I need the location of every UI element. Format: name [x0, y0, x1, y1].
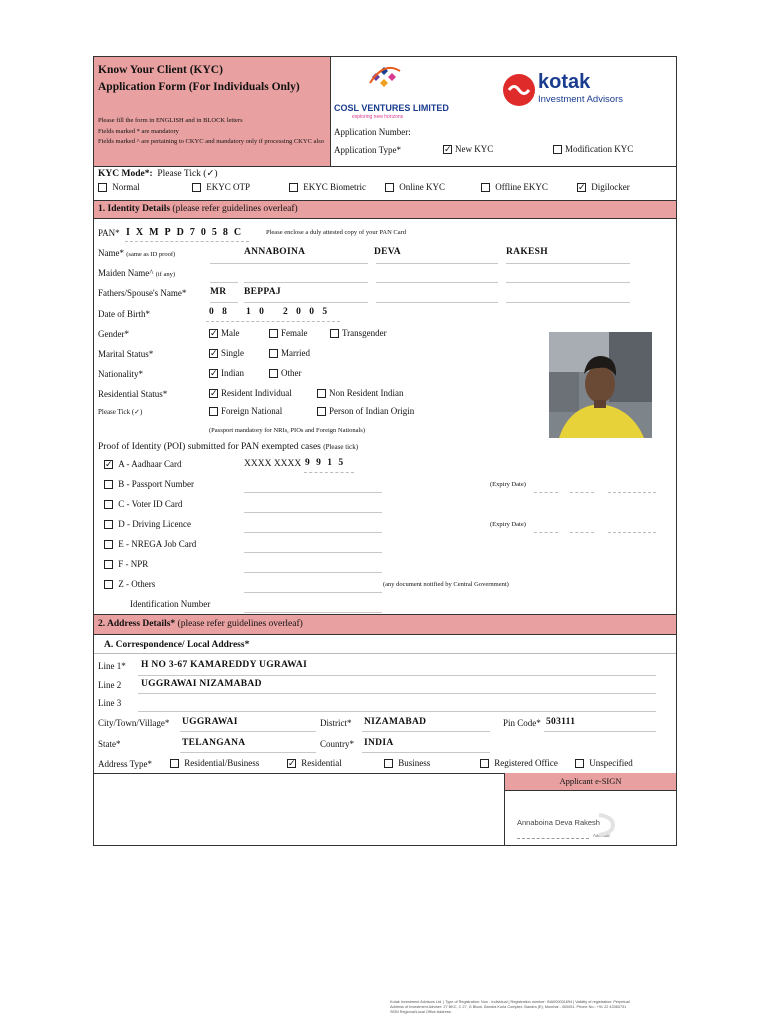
maiden-underline: [210, 282, 238, 283]
cosl-emblem-icon: [364, 63, 404, 93]
line1-value[interactable]: H NO 3-67 KAMAREDDY UGRAWAI: [141, 660, 308, 670]
kyc-mode-option-label: EKYC OTP: [206, 182, 251, 192]
marital-status-label: Marital Status*: [98, 349, 154, 359]
kotak-name: kotak: [538, 71, 591, 93]
nrega-line: [244, 552, 382, 553]
state-underline: [180, 752, 316, 753]
passport-expiry-label: (Expiry Date): [490, 481, 526, 488]
poi-checkbox[interactable]: [104, 500, 113, 509]
marital-married-option[interactable]: [269, 348, 310, 358]
middle-name-underline: [376, 263, 498, 264]
residential-option-label: Foreign National: [221, 406, 283, 416]
pin-code-value[interactable]: 503111: [546, 717, 576, 727]
resident-individual-option[interactable]: [209, 388, 292, 398]
kyc-mode-checkbox[interactable]: ✓: [578, 182, 586, 193]
maiden-underline: [244, 282, 368, 283]
address-type-checkbox[interactable]: [170, 759, 179, 768]
residential-option-label: Non Resident Indian: [329, 388, 404, 398]
father-underline: [210, 302, 238, 303]
nationality-other-option[interactable]: [269, 368, 302, 378]
kyc-mode-option-ekyc-biometric[interactable]: [289, 182, 366, 192]
modification-kyc-option[interactable]: [553, 144, 633, 154]
last-name-value[interactable]: RAKESH: [506, 247, 548, 257]
address-type-checkbox[interactable]: [575, 759, 584, 768]
driving-licence-line: [244, 532, 382, 533]
footer-line-1: Kotak Investment Advisors Ltd. | Type of Registration: Non - Individual | Registration number: INA000001694 | Validity of registration: Perpetual: [390, 1000, 630, 1004]
line1-underline: [138, 675, 656, 676]
poi-option-aadhaar[interactable]: [104, 459, 181, 469]
line3-label: Line 3: [98, 698, 122, 708]
kyc-mode-checkbox[interactable]: [385, 183, 394, 192]
modification-kyc-checkbox[interactable]: [553, 145, 562, 154]
person-of-indian-origin-option[interactable]: [317, 406, 414, 416]
kyc-mode-checkbox[interactable]: [481, 183, 490, 192]
address-type-residential[interactable]: [287, 758, 342, 768]
poi-option-label: D - Driving Licence: [118, 519, 191, 529]
poi-checkbox[interactable]: [104, 580, 113, 589]
gender-male-option[interactable]: [209, 328, 240, 338]
identity-section-header: [94, 200, 676, 219]
line2-underline: [138, 693, 656, 694]
first-name-value[interactable]: ANNABOINA: [244, 247, 306, 257]
poi-option-nrega[interactable]: [104, 539, 196, 549]
instruction-2: Fields marked * are mandatory: [98, 128, 179, 135]
address-type-option-label: Registered Office: [494, 758, 558, 768]
address-type-option-label: Residential: [301, 758, 342, 768]
divider: [94, 166, 676, 167]
poi-option-label: C - Voter ID Card: [118, 499, 183, 509]
maiden-label-text: Maiden Name^: [98, 268, 154, 278]
esign-line: [517, 838, 589, 839]
expiry-dash: [534, 492, 558, 493]
passport-note: (Passport mandatory for NRIs, PIOs and Foreign Nationals): [209, 427, 365, 434]
footer: [390, 1000, 710, 1015]
address-type-checkbox[interactable]: [384, 759, 393, 768]
country-underline: [362, 752, 490, 753]
residential-checkbox[interactable]: [317, 407, 326, 416]
expiry-dash: [534, 532, 558, 533]
poi-checkbox[interactable]: [104, 520, 113, 529]
kyc-mode-label: [98, 168, 218, 179]
title-line-2: Application Form (For Individuals Only): [98, 81, 300, 93]
father-name-label: Fathers/Spouse's Name*: [98, 288, 187, 298]
residential-option-label: Person of Indian Origin: [329, 406, 415, 416]
applicant-photo-image: [549, 332, 652, 438]
application-type-label: Application Type*: [334, 145, 401, 155]
kyc-mode-checkbox[interactable]: [98, 183, 107, 192]
marital-checkbox[interactable]: ✓: [210, 348, 218, 359]
applicant-photo: [549, 332, 652, 438]
residential-tick-note: Please Tick (✓): [98, 408, 143, 416]
residential-checkbox[interactable]: [317, 389, 326, 398]
gender-option-label: Female: [281, 328, 308, 338]
address-type-registered-office[interactable]: [480, 758, 558, 768]
poi-option-label: E - NREGA Job Card: [118, 539, 197, 549]
first-name-underline: [210, 263, 368, 264]
poi-option-passport[interactable]: [104, 479, 194, 489]
poi-checkbox[interactable]: ✓: [105, 459, 113, 470]
npr-line: [244, 572, 382, 573]
address-section-note: (please refer guidelines overleaf): [177, 619, 303, 629]
gender-checkbox[interactable]: [330, 329, 339, 338]
poi-tick-note: (Please tick): [323, 443, 359, 451]
expiry-dash: [608, 492, 656, 493]
esign-name: Annaboina Deva Rakesh: [517, 818, 600, 827]
footer-line-3: SEBI Regional/Local Office Address:: [390, 1010, 452, 1014]
esign-sub: Aadhaar: [593, 833, 611, 838]
voter-id-line: [244, 512, 382, 513]
poi-option-label: F - NPR: [118, 559, 149, 569]
district-label: District*: [320, 718, 352, 728]
kyc-mode-tick: Please Tick (✓): [157, 169, 218, 179]
aadhaar-masked: XXXX XXXX: [244, 459, 302, 469]
others-line: [244, 592, 382, 593]
poi-option-voter-id[interactable]: [104, 499, 182, 509]
name-note: (same as ID proof): [126, 251, 176, 258]
nationality-option-label: Other: [281, 368, 302, 378]
country-label: Country*: [320, 739, 355, 749]
others-note: (any document notified by Central Government): [383, 581, 509, 588]
identification-number-label: Identification Number: [130, 599, 211, 609]
residential-checkbox[interactable]: [209, 407, 218, 416]
nationality-option-label: Indian: [221, 368, 244, 378]
poi-checkbox[interactable]: [104, 480, 113, 489]
kyc-mode-option-label: Digilocker: [591, 182, 630, 192]
esign-watermark-icon: [595, 811, 617, 839]
name-label: [98, 248, 175, 258]
kyc-mode-checkbox[interactable]: [289, 183, 298, 192]
kyc-mode-option-label: Normal: [112, 182, 140, 192]
state-label: State*: [98, 739, 121, 749]
middle-name-value[interactable]: DEVA: [374, 247, 401, 257]
address-type-checkbox[interactable]: [480, 759, 489, 768]
marital-option-label: Married: [281, 348, 310, 358]
kyc-mode-option-digilocker[interactable]: [577, 182, 630, 192]
marital-checkbox[interactable]: [269, 349, 278, 358]
poi-option-others[interactable]: [104, 579, 155, 589]
father-prefix-value[interactable]: MR: [210, 287, 227, 297]
poi-label: [98, 442, 358, 452]
dob-month[interactable]: 1 0: [246, 307, 267, 317]
line2-value[interactable]: UGGRAWAI NIZAMABAD: [141, 679, 262, 689]
kyc-mode-option-normal[interactable]: [98, 182, 140, 192]
maiden-note: (if any): [155, 271, 176, 278]
gender-transgender-option[interactable]: [330, 328, 387, 338]
dob-day[interactable]: 0 8: [209, 307, 230, 317]
gender-female-option[interactable]: [269, 328, 308, 338]
footer-line-2: Address of Investment Adviser: 27 BKC, C 27, G Block, Bandra Kurla Complex, Bandra (E), Mumbai - 400051. Phone No.: +91 22 43360731: [390, 1005, 627, 1009]
new-kyc-checkbox[interactable]: ✓: [444, 144, 452, 155]
correspondence-address-heading: A. Correspondence/ Local Address*: [104, 640, 250, 650]
kotak-logo: [502, 73, 642, 113]
nationality-checkbox[interactable]: [269, 369, 278, 378]
address-type-option-label: Residential/Business: [184, 758, 260, 768]
address-type-residential-business[interactable]: [170, 758, 259, 768]
identification-number-line: [244, 612, 382, 613]
divider: [94, 653, 676, 654]
country-value[interactable]: INDIA: [364, 738, 394, 748]
instruction-1: Please fill the form in ENGLISH and in BLOCK letters: [98, 117, 243, 124]
form-title: [98, 62, 300, 96]
pan-underline: [125, 241, 249, 242]
maiden-underline: [376, 282, 498, 283]
pan-label: PAN*: [98, 228, 120, 238]
cosl-name: COSL VENTURES LIMITED: [334, 103, 449, 113]
dob-label: Date of Birth*: [98, 309, 150, 319]
expiry-dash: [608, 532, 656, 533]
marital-single-option[interactable]: [209, 348, 244, 358]
address-type-label: Address Type*: [98, 759, 152, 769]
nationality-checkbox[interactable]: ✓: [210, 368, 218, 379]
poi-checkbox[interactable]: [104, 560, 113, 569]
expiry-dash: [570, 532, 594, 533]
cosl-tagline: exploring new horizons: [352, 114, 404, 120]
esign-box: [504, 791, 676, 846]
city-value[interactable]: UGGRAWAI: [182, 717, 238, 727]
poi-option-label: Z - Others: [118, 579, 156, 589]
maiden-name-label: [98, 268, 175, 278]
nationality-indian-option[interactable]: [209, 368, 244, 378]
kyc-mode-option-label: Online KYC: [399, 182, 445, 192]
cosl-logo: [334, 61, 449, 120]
kyc-mode-option-label: Offline EKYC: [495, 182, 548, 192]
district-underline: [362, 731, 490, 732]
city-underline: [180, 731, 316, 732]
kyc-form: [93, 56, 677, 846]
dob-year[interactable]: 2 0 0 5: [283, 307, 331, 317]
modification-kyc-label: Modification KYC: [565, 144, 634, 154]
kotak-emblem-icon: [502, 73, 536, 107]
residential-option-label: Resident Individual: [221, 388, 292, 398]
title-line-1: Know Your Client (KYC): [98, 64, 223, 76]
poi-label-text: Proof of Identity (POI) submitted for PAN exempted cases: [98, 442, 321, 452]
poi-option-npr[interactable]: [104, 559, 148, 569]
father-underline: [376, 302, 498, 303]
maiden-underline: [506, 282, 630, 283]
address-type-option-label: Unspecified: [589, 758, 633, 768]
kyc-mode-checkbox[interactable]: [192, 183, 201, 192]
foreign-national-option[interactable]: [209, 406, 282, 416]
esign-header: Applicant e-SIGN: [504, 773, 676, 791]
district-value[interactable]: NIZAMABAD: [364, 717, 427, 727]
city-label: City/Town/Village*: [98, 718, 170, 728]
dob-underline: [206, 321, 340, 322]
address-type-business[interactable]: [384, 758, 430, 768]
address-type-unspecified[interactable]: [575, 758, 633, 768]
kyc-mode-option-ekyc-otp[interactable]: [192, 182, 250, 192]
kyc-mode-option-offline-ekyc[interactable]: [481, 182, 548, 192]
address-section-title: 2. Address Details*: [98, 619, 176, 629]
pan-value[interactable]: IXMPD7058C: [126, 227, 248, 238]
poi-option-label: A - Aadhaar Card: [118, 459, 182, 469]
gender-label: Gender*: [98, 329, 129, 339]
address-type-option-label: Business: [398, 758, 431, 768]
father-underline: [244, 302, 368, 303]
address-type-checkbox[interactable]: ✓: [288, 758, 296, 769]
kotak-sub: Investment Advisors: [538, 94, 624, 105]
address-section-header: [94, 614, 676, 635]
identity-section-title: 1. Identity Details: [98, 204, 171, 214]
kyc-mode-option-online-kyc[interactable]: [385, 182, 445, 192]
pin-underline: [544, 731, 656, 732]
name-label-text: Name*: [98, 248, 124, 258]
passport-number-line: [244, 492, 382, 493]
non-resident-indian-option[interactable]: [317, 388, 404, 398]
poi-option-label: B - Passport Number: [118, 479, 194, 489]
licence-expiry-label: (Expiry Date): [490, 521, 526, 528]
residential-checkbox[interactable]: ✓: [210, 388, 218, 399]
line3-underline: [138, 711, 656, 712]
aadhaar-underline: [304, 472, 354, 473]
aadhaar-last-digits[interactable]: 9 9 1 5: [305, 458, 346, 468]
last-name-underline: [506, 263, 630, 264]
new-kyc-label: New KYC: [455, 144, 494, 154]
instructions-block: [94, 112, 330, 166]
marital-option-label: Single: [221, 348, 245, 358]
poi-option-driving-licence[interactable]: [104, 519, 191, 529]
kyc-mode-title: KYC Mode*:: [98, 169, 153, 179]
poi-checkbox[interactable]: [104, 540, 113, 549]
new-kyc-option[interactable]: [443, 144, 493, 154]
kyc-mode-option-label: EKYC Biometric: [303, 182, 366, 192]
residential-status-label: Residential Status*: [98, 389, 168, 399]
identity-section-note: (please refer guidelines overleaf): [172, 204, 298, 214]
instruction-3: Fields marked ^ are pertaining to CKYC and mandatory only if processing CKYC also: [98, 138, 324, 145]
pin-code-label: Pin Code*: [503, 718, 541, 728]
header-divider: [330, 57, 331, 166]
pan-note: Please enclose a duly attested copy of your PAN Card: [266, 229, 407, 236]
gender-option-label: Transgender: [342, 328, 387, 338]
state-value[interactable]: TELANGANA: [182, 738, 246, 748]
expiry-dash: [570, 492, 594, 493]
nationality-label: Nationality*: [98, 369, 143, 379]
application-number-label: Application Number:: [334, 127, 411, 137]
gender-checkbox[interactable]: ✓: [210, 328, 218, 339]
line1-label: Line 1*: [98, 661, 126, 671]
line2-label: Line 2: [98, 680, 122, 690]
father-underline: [506, 302, 630, 303]
gender-option-label: Male: [221, 328, 240, 338]
father-name-value[interactable]: BEPPAJ: [244, 287, 281, 297]
gender-checkbox[interactable]: [269, 329, 278, 338]
